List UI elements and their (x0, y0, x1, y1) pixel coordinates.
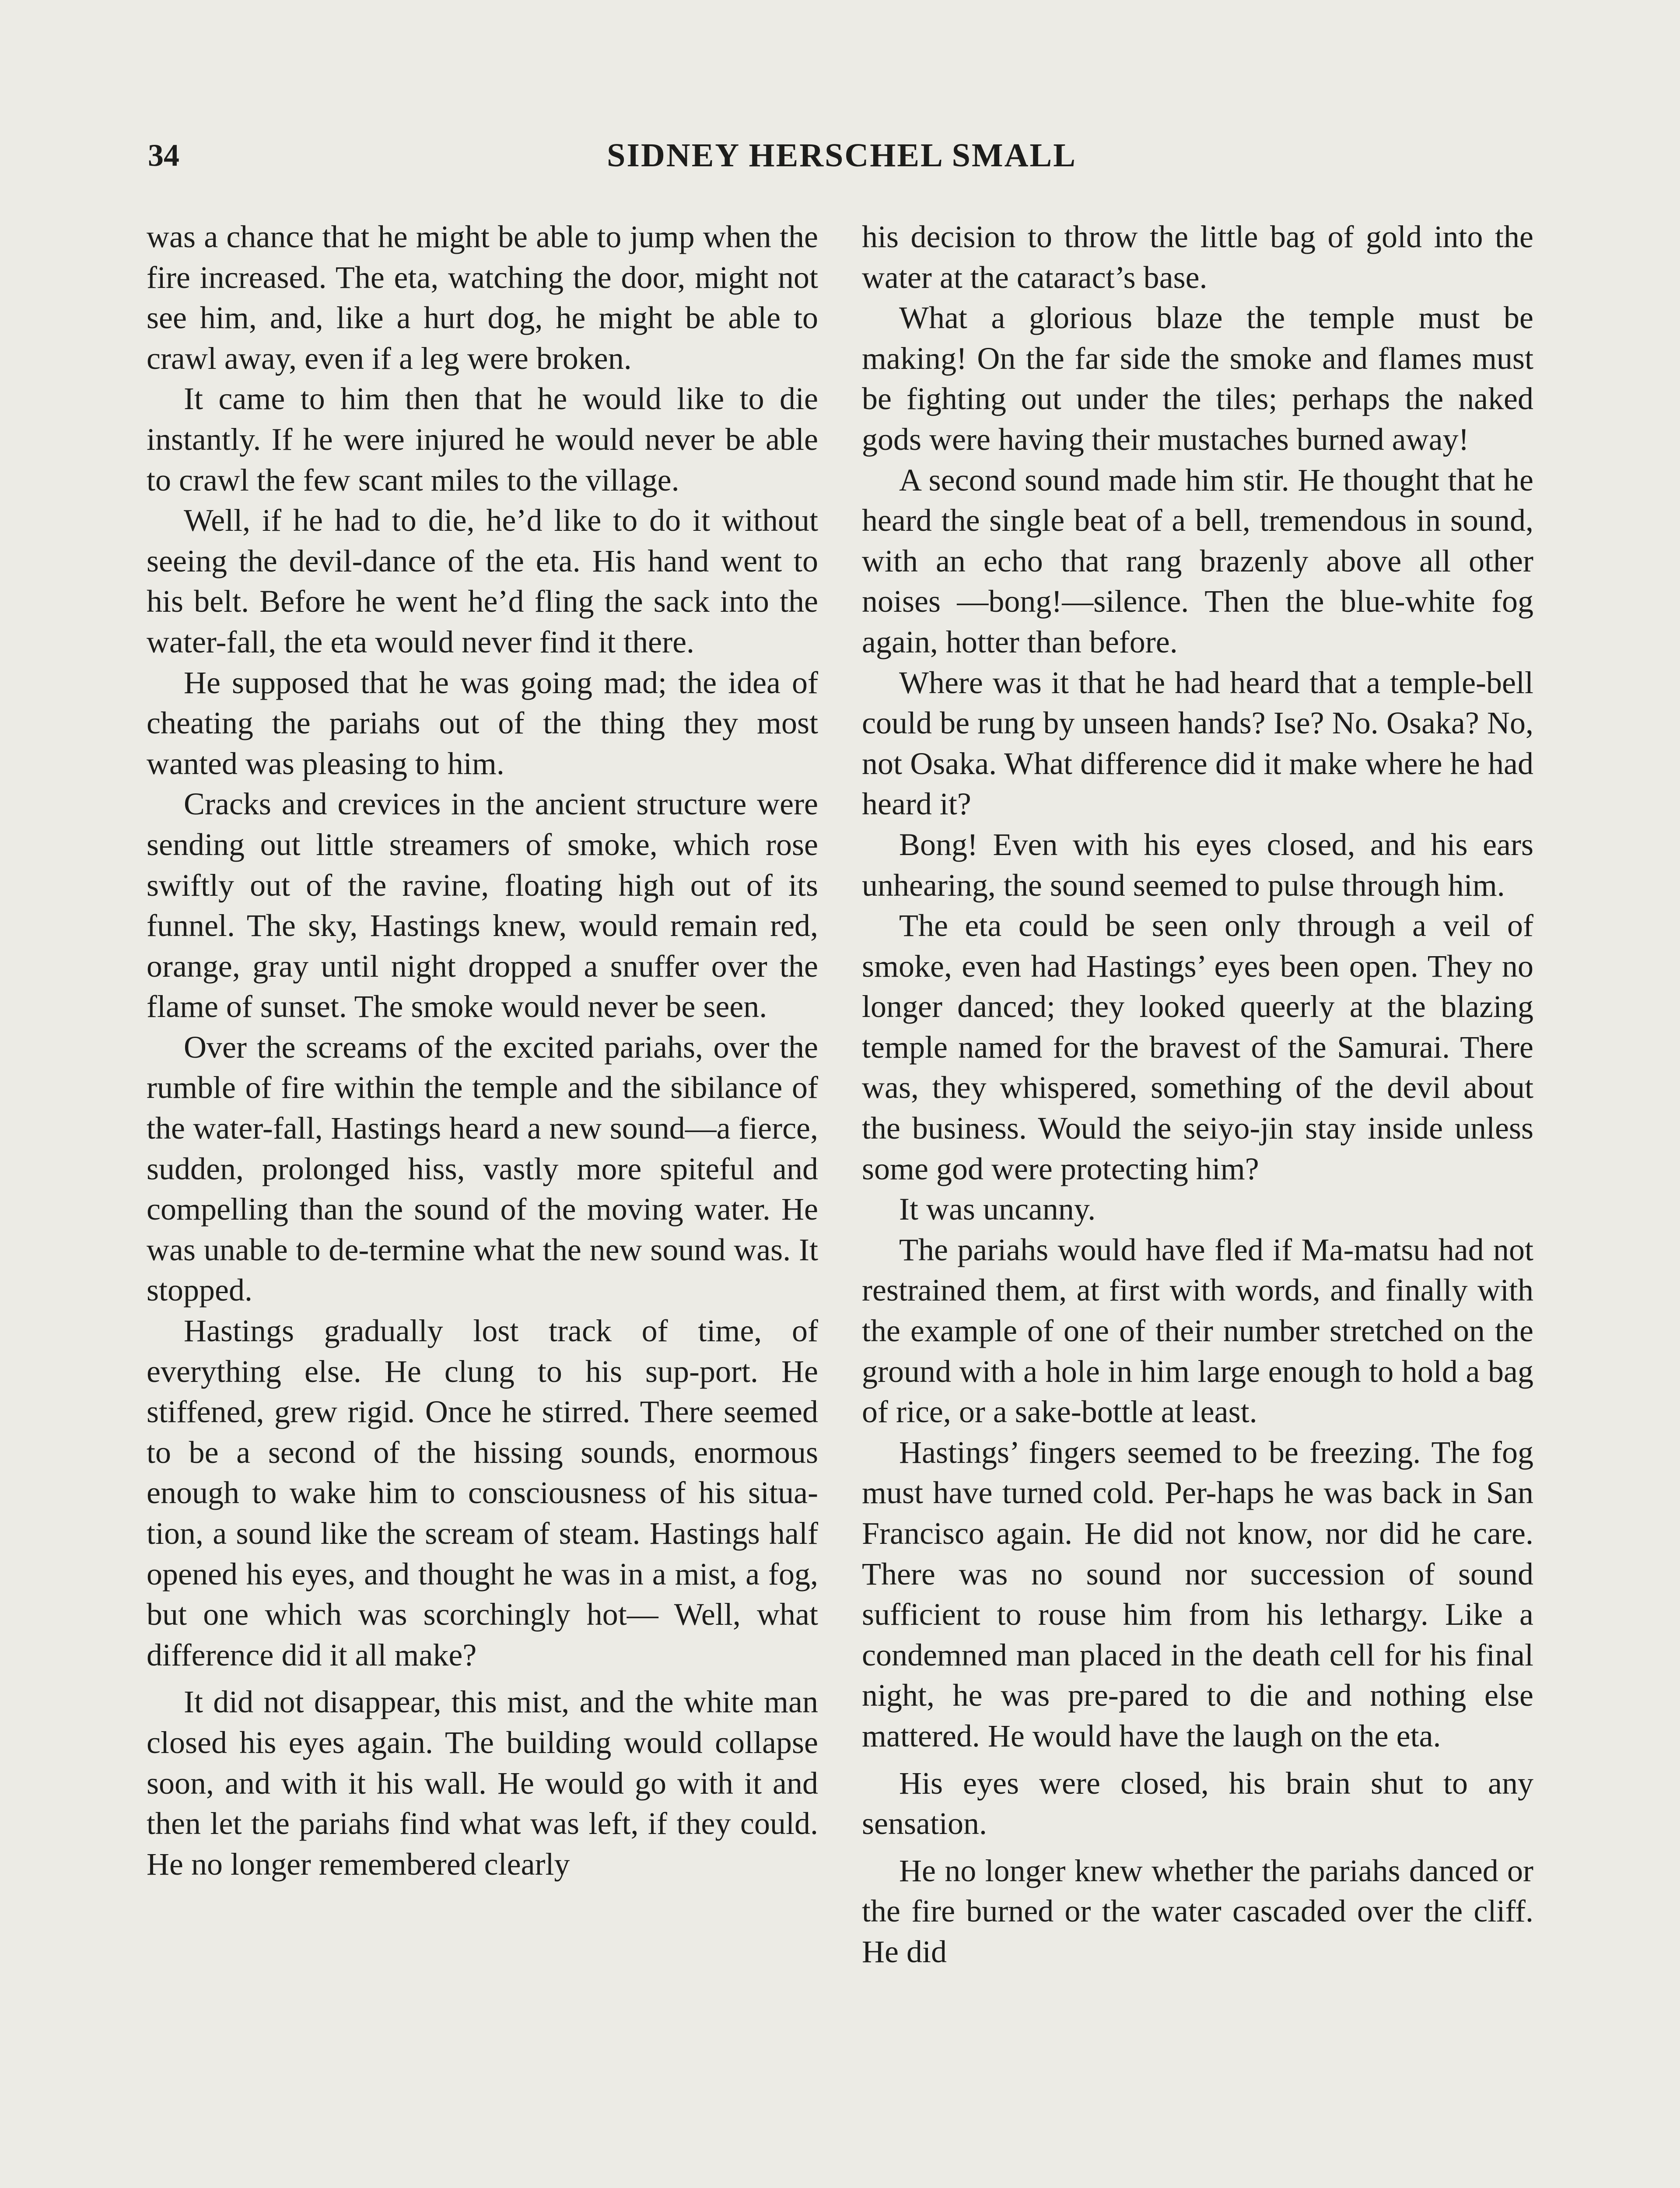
page-number: 34 (148, 138, 179, 173)
right-column (862, 217, 1533, 1972)
paragraph: It did not disappear, this mist, and the white man closed his eyes again. The building would collapse soon, and with it his wall. He would go with it and then let the pariahs find what was left, if they could. He no longer remembered clearly (147, 1684, 818, 1882)
paragraph: Hastings’ fingers seemed to be freezing. The fog must have turned cold. Per-haps he was back in San Francisco again. He did not know, nor did he care. There was no sound nor succession of sound sufficient to rouse him from his lethargy. Like a condemned man placed in the death cell for his final night, he was pre-pared to die and nothing else mattered. He would have the laugh on the eta. (862, 1434, 1533, 1753)
running-title: SIDNEY HERSCHEL SMALL (607, 137, 1077, 174)
paragraph: It came to him then that he would like to die instantly. If he were injured he would never be able to crawl the few scant miles to the village. (147, 381, 818, 498)
paragraph: Cracks and crevices in the ancient structure were sending out little streamers of smoke, which rose swiftly out of the ravine, floating high out of its funnel. The sky, Hastings knew, would remain red, orange, gray until night dropped a snuffer over the flame of sunset. The smoke would never be seen. (147, 786, 818, 1024)
paragraph: The pariahs would have fled if Ma-matsu had not restrained them, at first with words, and finally with the example of one of their number stretched on the ground with a hole in him large enough to hold a bag of rice, or a sake-bottle at least. (862, 1232, 1533, 1430)
paragraph: What a glorious blaze the temple must be making! On the far side the smoke and flames must be fighting out under the tiles; perhaps the naked gods were having their mustaches burned away! (862, 300, 1533, 457)
paragraph: A second sound made him stir. He thought that he heard the single beat of a bell, tremendous in sound, with an echo that rang brazenly above all other noises —bong!—silence. Then the blue-white fog again, hotter than before. (862, 462, 1533, 659)
paragraph: Where was it that he had heard that a temple-bell could be rung by unseen hands? Ise? No. Osaka? No, not Osaka. What difference did it make where he had heard it? (862, 665, 1533, 822)
paragraph: was a chance that he might be able to jump when the fire increased. The eta, watching the door, might not see him, and, like a hurt dog, he might be able to crawl away, even if a leg were broken. (147, 219, 818, 376)
paragraph: Well, if he had to die, he’d like to do it without seeing the devil-dance of the eta. His hand went to his belt. Before he went he’d fling the sack into the water-fall, the eta would never find it there. (147, 503, 818, 659)
paragraph: He no longer knew whether the pariahs danced or the fire burned or the water cascaded over the cliff. He did (862, 1853, 1533, 1969)
paragraph: Bong! Even with his eyes closed, and his ears unhearing, the sound seemed to pulse through him. (862, 827, 1533, 903)
paragraph: his decision to throw the little bag of gold into the water at the cataract’s base. (862, 219, 1533, 295)
left-column (147, 217, 818, 1884)
paragraph: Over the screams of the excited pariahs, over the rumble of fire within the temple and the sibilance of the water-fall, Hastings heard a new sound—a fierce, sudden, prolonged hiss, vastly more spiteful and compelling than the sound of the moving water. He was unable to de-termine what the new sound was. It stopped. (147, 1029, 818, 1308)
paragraph: He supposed that he was going mad; the idea of cheating the pariahs out of the thing they most wanted was pleasing to him. (147, 665, 818, 781)
paragraph: It was uncanny. (899, 1192, 1096, 1227)
paragraph: Hastings gradually lost track of time, of everything else. He clung to his sup-port. He stiffened, grew rigid. Once he stirred. There seemed to be a second of the hissing sounds, enormous enough to wake him to consciousness of his situa-tion, a sound like the scream of steam. Hastings half opened his eyes, and thought he was in a mist, a fog, but one which was scorchingly hot— Well, what difference did it all make? (147, 1313, 818, 1673)
paragraph: His eyes were closed, his brain shut to any sensation. (862, 1765, 1533, 1841)
paragraph: The eta could be seen only through a veil of smoke, even had Hastings’ eyes been open. They no longer danced; they looked queerly at the blazing temple named for the bravest of the Samurai. There was, they whispered, something of the devil about the business. Would the seiyo-jin stay inside unless some god were protecting him? (862, 908, 1533, 1186)
running-head (148, 131, 1536, 179)
